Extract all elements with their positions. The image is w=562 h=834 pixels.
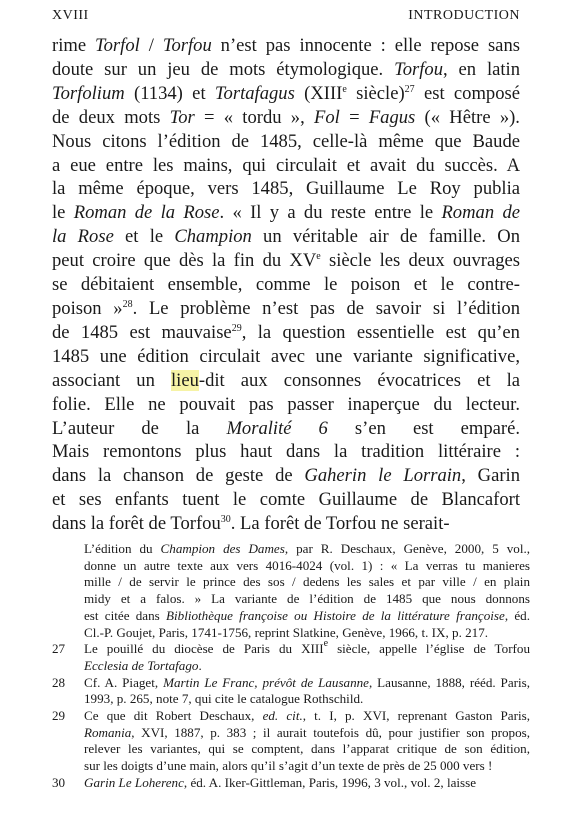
footnote-line: midy et a falos. » La variante de l’édition de 1485 que nous donnons bbox=[84, 591, 530, 607]
text-line: a eue entre les mains, qui circulait et avait du succès. A bbox=[52, 154, 520, 176]
footnote-text bbox=[84, 638, 531, 674]
italic-text: Garin Le Loherenc bbox=[84, 774, 184, 790]
footnote bbox=[52, 638, 531, 674]
footnote-line: Cf. A. Piaget, Martin Le Franc, prévôt de Lausanne, Lausanne, 1888, rééd. Paris, bbox=[84, 674, 531, 690]
footnote-line: relever les variantes, qui se comptent, dans l’apparat critique de son édition, bbox=[84, 741, 530, 757]
italic-text: Torfol bbox=[95, 35, 140, 56]
page-number: XVIII bbox=[52, 8, 89, 23]
footnote-line: donne un autre texte aux vers 4016-4024 (vol. 1) : « La verras tu manieres bbox=[84, 557, 530, 573]
text-line: dans la chanson de geste de Gaherin le Lorrain, Garin bbox=[52, 465, 520, 487]
footnote-line: Le pouillé du diocèse de Paris du XIIIe siècle, appelle l’église de Torfou bbox=[84, 638, 531, 657]
italic-text: Champion des Dames bbox=[160, 541, 285, 556]
footnote-line: Cl.-P. Goujet, Paris, 1741-1756, reprint Slatkine, Genève, 1966, t. IX, p. 217. bbox=[84, 624, 489, 640]
italic-text: Moralité 6 bbox=[226, 417, 328, 439]
italic-text: Bibliothèque françoise ou Histoire de la littérature françoise bbox=[166, 607, 505, 623]
footnote-text bbox=[84, 708, 530, 775]
superscript: 29 bbox=[231, 322, 242, 334]
italic-text: ed. cit. bbox=[262, 708, 303, 724]
footnotes bbox=[52, 541, 530, 792]
footnote-number: 30 bbox=[52, 774, 66, 790]
text-line: folie. Elle ne pouvait pas passer inaperçue du lecteur. bbox=[52, 393, 520, 415]
superscript: e bbox=[316, 251, 321, 263]
italic-text: Torfou bbox=[394, 58, 443, 80]
italic-text: Fagus bbox=[368, 106, 416, 128]
text-line: la même époque, vers 1485, Guillaume Le Roy publia bbox=[52, 178, 520, 200]
italic-text: Fol bbox=[314, 106, 340, 128]
footnote-line: 1993, p. 265, note 7, qui cite le catalogue Rothschild. bbox=[84, 691, 364, 707]
superscript: e bbox=[342, 83, 347, 95]
text-line: Torfolium (1134) et Tortafagus (XIIIe siècle)$^{27}$ est composé bbox=[52, 82, 521, 104]
footnote-line: Ce que dit Robert Deschaux, ed. cit., t. I, p. XVI, reprenant Gaston Paris, bbox=[84, 708, 530, 724]
italic-text: Champion bbox=[174, 226, 252, 248]
superscript: e bbox=[323, 638, 329, 650]
footnote-number: 29 bbox=[52, 708, 66, 724]
italic-text: Roman de bbox=[441, 202, 520, 224]
italic-text: Torfolium bbox=[52, 82, 125, 104]
footnote bbox=[52, 775, 530, 792]
italic-text: Ecclesia de Tortafago bbox=[84, 657, 199, 673]
text-line: le Roman de la Rose. « Il y a du reste entre le Roman de bbox=[52, 202, 520, 224]
italic-text: Tor bbox=[169, 106, 195, 128]
text-line: Mais remontons plus haut dans la tradition littéraire : bbox=[52, 441, 520, 463]
text-line: 1485 une édition circulait avec une variante significative, bbox=[52, 345, 520, 367]
footnote-line: est citée dans Bibliothèque françoise ou Histoire de la littérature françoise, éd. bbox=[84, 607, 531, 623]
italic-text: la Rose bbox=[52, 226, 114, 248]
page-header bbox=[52, 8, 520, 28]
text-line: peut croire que dès la fin du XVe siècle les deux ouvrages bbox=[52, 250, 521, 272]
italic-text: Tortafagus bbox=[214, 82, 295, 104]
running-title: INTRODUCTION bbox=[408, 8, 520, 23]
text-line: la Rose et le Champion un véritable air de famille. On bbox=[52, 226, 520, 248]
italic-text: Romania bbox=[84, 724, 132, 740]
superscript: 27 bbox=[404, 83, 415, 95]
footnote-line: Romania, XVI, 1887, p. 383 ; il aurait toutefois dû, pour justifier son propos, bbox=[84, 724, 530, 740]
text-line: se débitaient ensemble, comme le poison et le contre- bbox=[52, 274, 520, 296]
footnote-number: 28 bbox=[52, 674, 66, 690]
footnote bbox=[52, 708, 530, 775]
text-line: et ses enfants tuent le comte Guillaume de Blancafort bbox=[52, 489, 520, 511]
highlighted-word: lieu bbox=[170, 369, 199, 391]
footnote-text bbox=[84, 541, 530, 641]
superscript: 30 bbox=[220, 514, 231, 526]
text-line: dans la forêt de Torfou$^{30}$. La forêt de Torfou ne serait- bbox=[52, 513, 450, 535]
superscript: 28 bbox=[122, 298, 133, 310]
italic-text: Gaherin le Lorrain bbox=[304, 465, 462, 487]
text-line: associant un lieu-dit aux consonnes évocatrices et la bbox=[52, 369, 521, 391]
footnote-line: Garin Le Loherenc, éd. A. Iker-Gittleman, Paris, 1996, 3 vol., vol. 2, laisse bbox=[84, 774, 477, 790]
main-text bbox=[52, 34, 520, 536]
text-line: Nous citons l’édition de 1485, celle-là même que Baude bbox=[52, 130, 520, 152]
footnote-line: Ecclesia de Tortafago. bbox=[84, 657, 202, 673]
text-line: rime Torfol / Torfou n’est pas innocente : elle repose sans bbox=[52, 35, 520, 56]
text-line: de 1485 est mauvaise$^{29}$, la question essentielle est qu’en bbox=[52, 321, 520, 343]
italic-text: Torfou bbox=[162, 35, 212, 56]
footnote-text bbox=[84, 775, 530, 792]
footnote-number: 27 bbox=[52, 641, 66, 657]
footnote bbox=[52, 541, 530, 641]
text-line: poison »$^{28}$. Le problème n’est pas de savoir si l’édition bbox=[52, 297, 520, 319]
italic-text: Roman de la Rose bbox=[73, 202, 220, 224]
footnote-text bbox=[84, 675, 530, 708]
footnote bbox=[52, 675, 530, 708]
text-line: L’auteur de la Moralité 6 s’en est emparé. bbox=[52, 417, 521, 439]
footnote-line: sur les doigts d’une main, alors qu’il s’agit d’un texte de près de 25 000 vers ! bbox=[84, 758, 493, 774]
footnote-line: L’édition du Champion des Dames, par R. Deschaux, Genève, 2000, 5 vol., bbox=[84, 541, 531, 556]
footnote-line: mille / de servir le prince des sos / dedens les sales et par ville / en plain bbox=[84, 574, 530, 590]
text-line: de deux mots Tor = « tordu », Fol = Fagus (« Hêtre »). bbox=[52, 106, 520, 128]
text-line: doute sur un jeu de mots étymologique. Torfou, en latin bbox=[52, 58, 520, 80]
italic-text: Martin Le Franc, prévôt de Lausanne bbox=[163, 674, 369, 690]
